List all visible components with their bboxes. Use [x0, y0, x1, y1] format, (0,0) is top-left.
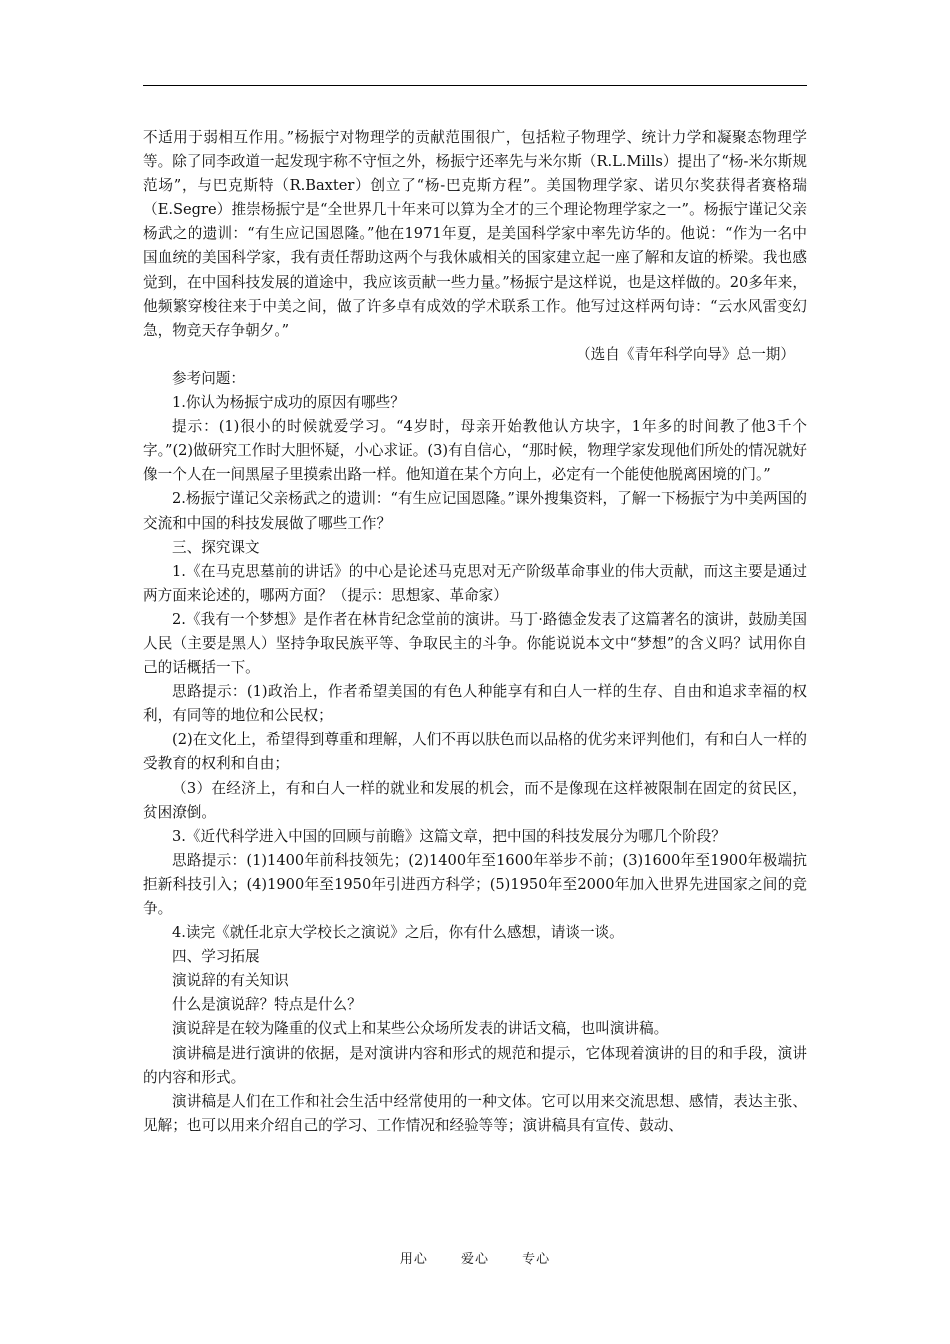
section-heading: 四、学习拓展: [172, 948, 260, 966]
question: 1.你认为杨振宁成功的原因有哪些？: [172, 394, 405, 412]
paragraph: 不适用于弱相互作用。”杨振宁对物理学的贡献范围很广，包括粒子物理学、统计力学和凝聚态物理学等。除了同李政道一起发现宇称不守恒之外，杨振宁还率先与米尔斯（R.L.Mills）提出了“杨-米尔斯规范场”，与巴克斯特（R.Baxter）创立了“杨-巴克斯方程”。美国物理学家、诺贝尔奖获得者赛格瑞（E.Segre）推崇杨振宁是“全世界几十年来可以算为全才的三个理论物理学家之一”。杨振宁谨记父亲杨武之的遗训：“有生应记国恩隆。”他在1971年夏，是美国科学家中率先访华的。他说：“作为一名中国血统的美国科学家，我有责任帮助这两个与我休戚相关的国家建立起一座了解和友谊的桥梁。我也感觉到，在中国科技发展的道途中，我应该贡献一些力量。”杨振宁是这样说，也是这样做的。20多年来，他频繁穿梭往来于中美之间，做了许多卓有成效的学术联系工作。他写过这样两句诗：“云水风雷变幻急，物竞天存争朝夕。”: [143, 129, 807, 339]
source-citation: （选自《青年科学向导》总一期）: [576, 345, 795, 363]
paragraph: 演讲稿是进行演讲的依据，是对演讲内容和形式的规范和提示，它体现着演讲的目的和手段，演讲的内容和形式。: [143, 1044, 807, 1086]
question: 4.读完《就任北京大学校长之演说》之后，你有什么感想，请谈一谈。: [172, 924, 624, 942]
page-footer: [0, 1248, 950, 1267]
hint-paragraph: (2)在文化上，希望得到尊重和理解，人们不再以肤色而以品格的优劣来评判他们，有和白人一样的受教育的权利和自由；: [143, 731, 807, 773]
hint-paragraph: 思路提示：(1)1400年前科技领先；(2)1400年至1600年举步不前；(3)1600年至1900年极端抗拒新科技引入；(4)1900年至1950年引进西方科学；(5)1950年至2000年加入世界先进国家之间的竞争。: [143, 851, 807, 917]
section-heading: 三、探究课文: [172, 538, 260, 556]
paragraph: 演讲稿是人们在工作和社会生活中经常使用的一种文体。它可以用来交流思想、感情，表达主张、见解；也可以用来介绍自己的学习、工作情况和经验等等；演讲稿具有宣传、鼓动、: [143, 1092, 807, 1134]
hint-paragraph: 提示：(1)很小的时候就爱学习。“4岁时，母亲开始教他认方块字，1年多的时间教了他3千个字。”(2)做研究工作时大胆怀疑，小心求证。(3)有自信心，“那时候，物理学家发现他们所处的情况就好像一个人在一间黑屋子里摸索出路一样。他知道在某个方向上，必定有一个能使他脱离困境的门。”: [143, 418, 807, 484]
header-rule: [143, 85, 807, 86]
paragraph: 什么是演说辞？特点是什么？: [172, 996, 362, 1014]
footer-item: 用心: [399, 1252, 428, 1267]
question: 2.《我有一个梦想》是作者在林肯纪念堂前的演讲。马丁·路德金发表了这篇著名的演讲，鼓励美国人民（主要是黑人）坚持争取民族平等、争取民主的斗争。你能说说本文中“梦想”的含义吗？试用你自己的话概括一下。: [143, 610, 807, 677]
question: 1.《在马克思墓前的讲话》的中心是论述马克思对无产阶级革命事业的伟大贡献，而这主要是通过两方面来论述的，哪两方面？（提示：思想家、革命家）: [143, 562, 807, 604]
footer-item: 爱心: [460, 1252, 489, 1267]
document-body: [143, 126, 807, 1138]
hint-paragraph: （3）在经济上，有和白人一样的就业和发展的机会，而不是像现在这样被限制在固定的贫民区，贫困潦倒。: [143, 779, 807, 821]
subheading: 演说辞的有关知识: [172, 972, 289, 990]
section-label: 参考问题：: [172, 369, 245, 387]
question: 2.杨振宁谨记父亲杨武之的遗训：“有生应记国恩隆。”课外搜集资料，了解一下杨振宁为中美两国的交流和中国的科技发展做了哪些工作？: [143, 490, 807, 532]
paragraph: 演说辞是在较为隆重的仪式上和某些公众场所发表的讲话文稿，也叫演讲稿。: [172, 1020, 669, 1038]
footer-item: 专心: [522, 1252, 551, 1267]
hint-paragraph: 思路提示：(1)政治上，作者希望美国的有色人种能享有和白人一样的生存、自由和追求幸福的权利，有同等的地位和公民权；: [143, 683, 807, 725]
question: 3.《近代科学进入中国的回顾与前瞻》这篇文章，把中国的科技发展分为哪几个阶段？: [172, 827, 726, 845]
